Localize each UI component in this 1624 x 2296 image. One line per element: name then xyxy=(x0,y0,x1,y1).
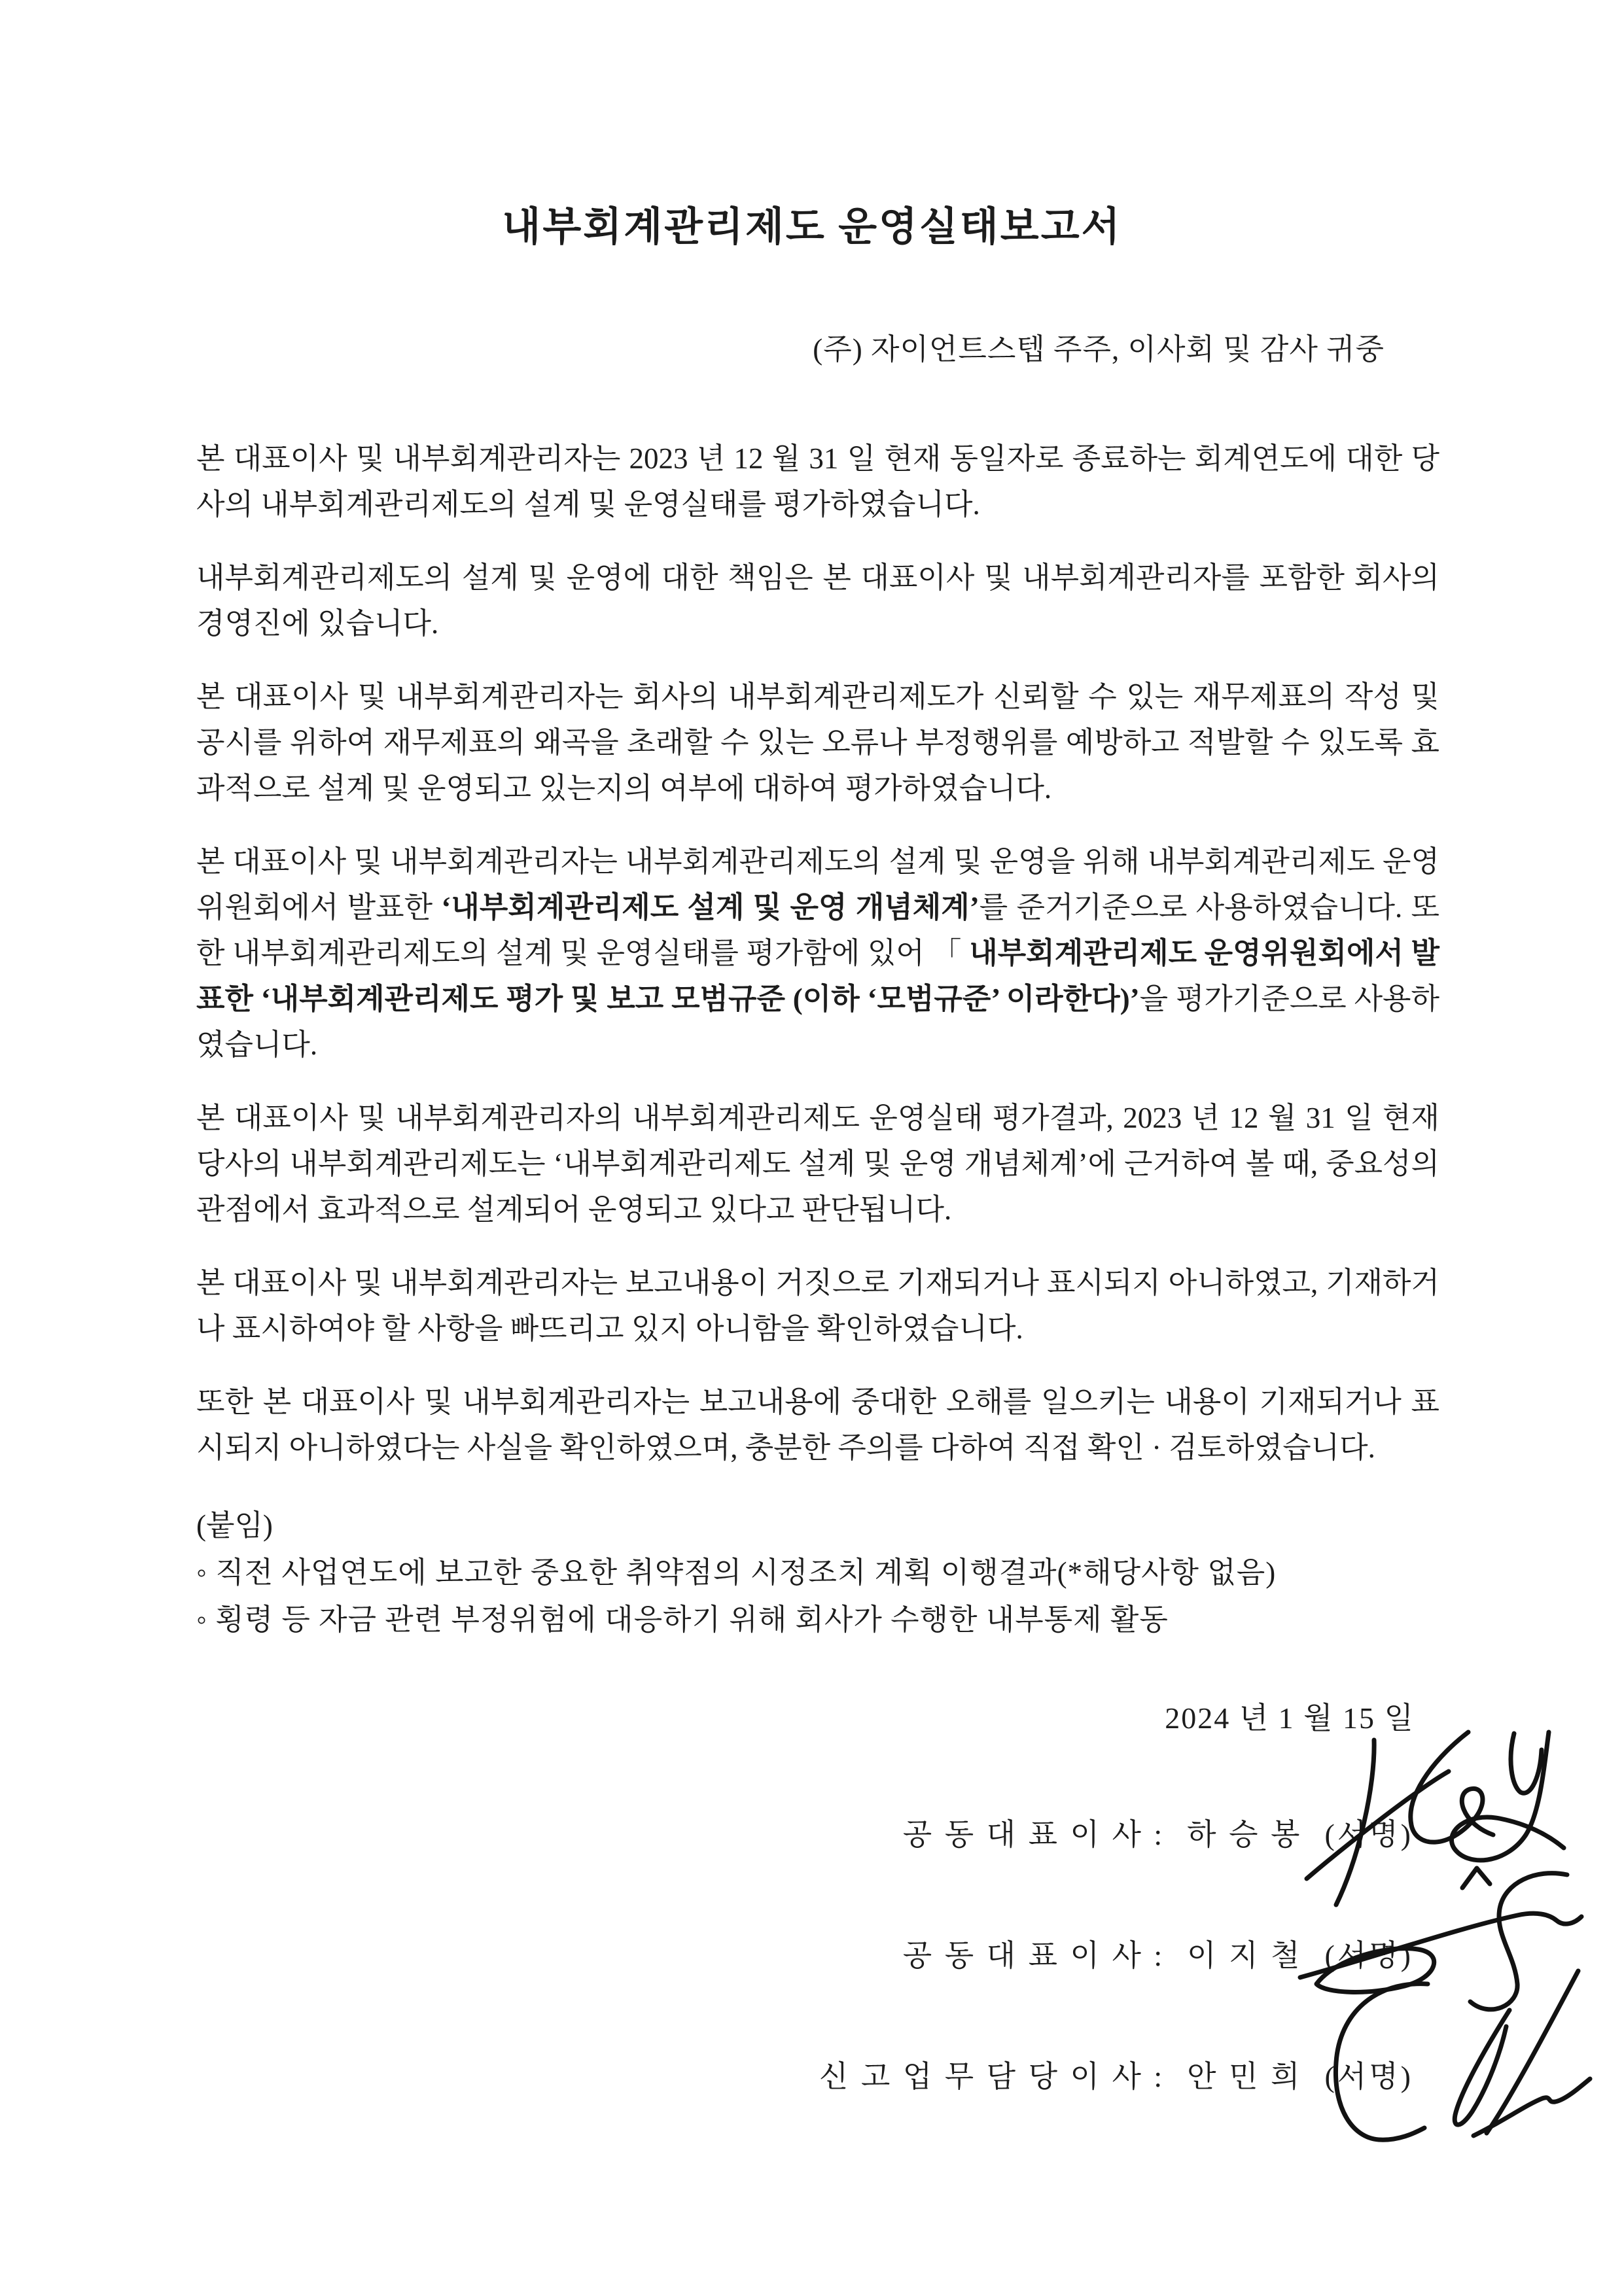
document-body xyxy=(0,436,1624,1470)
page-title: 내부회계관리제도 운영실태보고서 xyxy=(502,205,1122,249)
signature-label: 공 동 대 표 이 사 : xyxy=(902,1817,1165,1851)
signer-name: 이 지 철 xyxy=(1187,1938,1303,1972)
attachment-list xyxy=(196,1549,1439,1643)
paragraph: 본 대표이사 및 내부회계관리자는 내부회계관리제도의 설계 및 운영을 위해 내부회계관리제도 운영위원회에서 발표한 ‘내부회계관리제도 설계 및 운영 개념체계’를 준거기준으로 사용하였습니다. 또한 내부회계관리제도의 설계 및 운영실태를 평가함에 있어 「 내부회계관리제도 운영위원회에서 발표한 ‘내부회계관리제도 평가 및 보고 모범규준 (이하 ‘모범규준’ 이라한다)’을 평가기준으로 사용하였습니다. xyxy=(196,845,1439,1061)
signer-name: 하 승 봉 xyxy=(1187,1817,1303,1851)
signature-label: 공 동 대 표 이 사 : xyxy=(902,1938,1165,1972)
paragraph: 또한 본 대표이사 및 내부회계관리자는 보고내용에 중대한 오해를 일으키는 내용이 기재되거나 표시되지 아니하였다는 사실을 확인하였으며, 충분한 주의를 다하여 직접 확인 · 검토하였습니다. xyxy=(196,1385,1439,1464)
signature-row-co-ceo-2 xyxy=(0,1892,1624,2013)
paragraph: 본 대표이사 및 내부회계관리자의 내부회계관리제도 운영실태 평가결과, 2023 년 12 월 31 일 현재 당사의 내부회계관리제도는 ‘내부회계관리제도 설계 및 운영 개념체계’에 근거하여 볼 때, 중요성의 관점에서 효과적으로 설계되어 운영되고 있다고 판단됩니다. xyxy=(196,1102,1439,1226)
signature-row-reporting-director xyxy=(0,2013,1624,2134)
signature-stamp-text: (서명) xyxy=(1324,2059,1413,2093)
signature-block xyxy=(0,1771,1624,2134)
signature-label: 신 고 업 무 담 당 이 사 : xyxy=(819,2059,1165,2093)
report-date: 2024 년 1 월 15 일 xyxy=(1165,1701,1415,1735)
attachment-section xyxy=(0,1502,1624,1643)
attachment-item: ◦ 직전 사업연도에 보고한 중요한 취약점의 시정조치 계획 이행결과(*해당사항 없음) xyxy=(196,1556,1277,1589)
paragraph: 본 대표이사 및 내부회계관리자는 2023 년 12 월 31 일 현재 동일자로 종료하는 회계연도에 대한 당사의 내부회계관리제도의 설계 및 운영실태를 평가하였습니다. xyxy=(196,442,1439,521)
attachment-item: ◦ 횡령 등 자금 관련 부정위험에 대응하기 위해 회사가 수행한 내부통제 활동 xyxy=(196,1603,1169,1636)
addressee-line: (주) 자이언트스텝 주주, 이사회 및 감사 귀중 xyxy=(813,333,1385,366)
signature-stamp-text: (서명) xyxy=(1324,1817,1413,1851)
attachment-heading: (붙임) xyxy=(196,1509,273,1542)
signature-stamp-text: (서명) xyxy=(1324,1938,1413,1972)
signer-name: 안 민 희 xyxy=(1187,2059,1303,2093)
signature-row-co-ceo-1 xyxy=(0,1771,1624,1892)
paragraph: 본 대표이사 및 내부회계관리자는 회사의 내부회계관리제도가 신뢰할 수 있는 재무제표의 작성 및 공시를 위하여 재무제표의 왜곡을 초래할 수 있는 오류나 부정행위를 예방하고 적발할 수 있도록 효과적으로 설계 및 운영되고 있는지의 여부에 대하여 평가하였습니다. xyxy=(196,680,1439,805)
paragraph: 본 대표이사 및 내부회계관리자는 보고내용이 거짓으로 기재되거나 표시되지 아니하였고, 기재하거나 표시하여야 할 사항을 빠뜨리고 있지 아니함을 확인하였습니다. xyxy=(196,1266,1439,1345)
paragraph: 내부회계관리제도의 설계 및 운영에 대한 책임은 본 대표이사 및 내부회계관리자를 포함한 회사의 경영진에 있습니다. xyxy=(196,561,1439,640)
